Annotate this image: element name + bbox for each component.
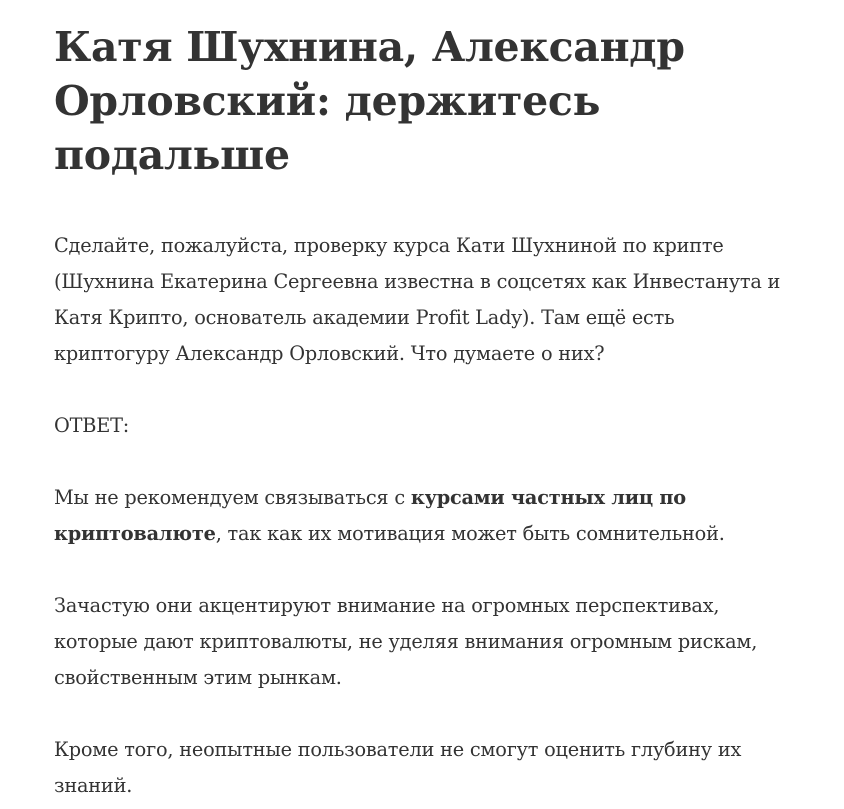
- answer-paragraph-1-end: , так как их мотивация может быть сомнительной.: [215, 522, 725, 545]
- answer-paragraph-2: Зачастую они акцентируют внимание на огромных перспективах, которые дают криптовалюты, не уделяя внимания огромным рискам, свойственным этим рынкам.: [54, 594, 758, 689]
- answer-paragraph-1-start: Мы не рекомендуем связываться с: [54, 486, 411, 509]
- article-content: [54, 228, 804, 804]
- question-paragraph: Сделайте, пожалуйста, проверку курса Кати Шухниной по крипте (Шухнина Екатерина Сергеевна известна в соцсетях как Инвестанута и Катя Крипто, основатель академии Profit Lady). Там ещё есть криптогуру Александр Орловский. Что думаете о них?: [54, 234, 781, 365]
- article-title: Катя Шухнина, Александр Орловский: держитесь подальше: [54, 23, 685, 179]
- answer-paragraph-3: Кроме того, неопытные пользователи не смогут оценить глубину их знаний.: [54, 738, 742, 797]
- answer-label: ОТВЕТ:: [54, 414, 130, 437]
- answer-paragraph-1-emphasis: курсами частных лиц по криптовалюте: [54, 486, 686, 545]
- answer-paragraph-1: [54, 480, 794, 552]
